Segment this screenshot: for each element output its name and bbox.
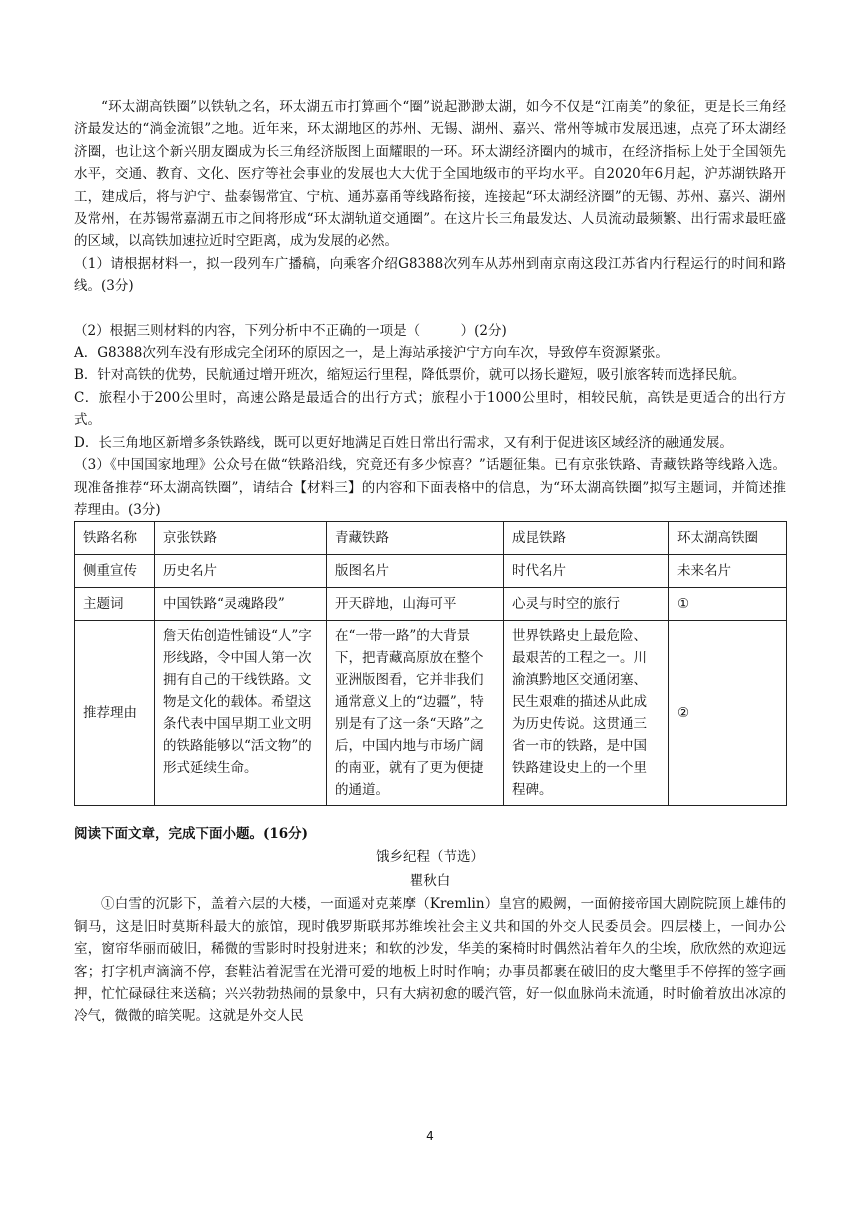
table-row [75, 621, 787, 806]
question-3: （3）《中国国家地理》公众号在做“铁路沿线，究竟还有多少惊喜？”话题征集。已有京张铁路、青藏铁路等线路入选。现准备推荐“环太湖高铁圈”，请结合【材料三】的内容和下面表格中的信息，为“环太湖高铁圈”拟写主题词，并简述推荐理由。(3分) [74, 457, 786, 518]
table-row [75, 555, 787, 588]
table-cell: 开天辟地，山海可平 [327, 588, 504, 621]
table-cell: 主题词 [75, 588, 155, 621]
table-cell: ② [669, 621, 787, 806]
question-2-option-a: A．G8388次列车没有形成完全闭环的原因之一，是上海站承接沪宁方向车次，导致停车资源紧张。 [74, 345, 669, 362]
table-cell: 侧重宣传 [75, 555, 155, 588]
question-2-option-b: B．针对高铁的优势，民航通过增开班次，缩短运行里程，降低票价，就可以扬长避短，吸引旅客转而选择民航。 [74, 367, 746, 384]
document-page [74, 96, 786, 1028]
article-paragraph: ①白雪的沉影下，盖着六层的大楼，一面遥对克莱摩（Kremlin）皇宫的殿阙，一面俯接帝国大剧院院顶上雄伟的铜马，这是旧时莫斯科最大的旅馆，现时俄罗斯联邦苏维埃社会主义共和国的外交人民委员会。四层楼上，一间办公室，窗帘华丽而破旧，稀微的雪影时时投射进来；和软的沙发，华美的案椅时时偶然沾着年久的尘埃，欣欣然的欢迎远客；打字机声滴滴不停，套鞋沾着泥雪在光滑可爱的地板上时时作响；办事员都裹在破旧的皮大氅里手不停挥的签字画押，忙忙碌碌往来送稿；兴兴勃勃热闹的景象中，只有大病初愈的暖汽管，好一似血脉尚未流通，时时偷着放出冰凉的冷气，微微的暗笑呢。这就是外交人民 [74, 896, 786, 1025]
table-cell: 心灵与时空的旅行 [504, 588, 669, 621]
table-cell: 青藏铁路 [327, 522, 504, 555]
article-title: 饿乡纪程（节选） [376, 849, 484, 866]
question-2-stem: （2）根据三则材料的内容，下列分析中不正确的一项是（ ）(2分) [74, 322, 507, 339]
question-1: （1）请根据材料一，拟一段列车广播稿，向乘客介绍G8388次列车从苏州到南京南这段江苏省内行程运行的时间和路线。(3分) [74, 255, 786, 295]
table-cell: 詹天佑创造性铺设“人”字形线路，令中国人第一次拥有自己的干线铁路。文物是文化的载体。希望这条代表中国早期工业文明的铁路能够以“活文物”的形式延续生命。 [155, 621, 327, 806]
table-row [75, 522, 787, 555]
table-cell: 历史名片 [155, 555, 327, 588]
table-cell: 环太湖高铁圈 [669, 522, 787, 555]
table-cell: 铁路名称 [75, 522, 155, 555]
table-cell: 版图名片 [327, 555, 504, 588]
page-number: 4 [426, 1129, 434, 1143]
table-cell: ① [669, 588, 787, 621]
material-paragraph: “环太湖高铁圈”以铁轨之名，环太湖五市打算画个“圈”说起渺渺太湖，如今不仅是“江南美”的象征，更是长三角经济最发达的“淌金流银”之地。近年来，环太湖地区的苏州、无锡、湖州、嘉兴、常州等城市发展迅速，点亮了环太湖经济圈，也让这个新兴朋友圈成为长三角经济版图上面耀眼的一环。环太湖经济圈内的城市，在经济指标上处于全国领先水平，交通、教育、文化、医疗等社会事业的发展也大大优于全国地级市的平均水平。自2020年6月起，沪苏湖铁路开工，建成后，将与沪宁、盐泰锡常宜、宁杭、通苏嘉甬等线路衔接，连接起“环太湖经济圈”的无锡、苏州、嘉兴、湖州及常州，在苏锡常嘉湖五市之间将形成“环太湖轨道交通圈”。在这片长三角最发达、人员流动最频繁、出行需求最旺盛的区域，以高铁加速拉近时空距离，成为发展的必然。 [74, 99, 786, 250]
table-cell: 成昆铁路 [504, 522, 669, 555]
table-cell: 时代名片 [504, 555, 669, 588]
question-2-option-d: D．长三角地区新增多条铁路线，既可以更好地满足百姓日常出行需求，又有利于促进该区域经济的融通发展。 [74, 434, 733, 451]
table-row [75, 588, 787, 621]
railway-table [74, 521, 787, 806]
reading-instruction: 阅读下面文章，完成下面小题。(16分) [74, 826, 309, 843]
table-cell: 未来名片 [669, 555, 787, 588]
question-2-option-c: C．旅程小于200公里时，高速公路是最适合的出行方式；旅程小于1000公里时，相较民航，高铁是更适合的出行方式。 [74, 389, 786, 429]
table-cell: 京张铁路 [155, 522, 327, 555]
article-author: 瞿秋白 [409, 873, 451, 890]
table-cell: 在“一带一路”的大背景下，把青藏高原放在整个亚洲版图看，它并非我们通常意义上的“边疆”，特别是有了这一条“天路”之后，中国内地与市场广阔的南亚，就有了更为便捷的通道。 [327, 621, 504, 806]
table-cell: 推荐理由 [75, 621, 155, 806]
table-cell: 中国铁路“灵魂路段” [155, 588, 327, 621]
table-cell: 世界铁路史上最危险、最艰苦的工程之一。川渝滇黔地区交通闭塞、民生艰难的描述从此成为历史传说。这贯通三省一市的铁路，是中国铁路建设史上的一个里程碑。 [504, 621, 669, 806]
